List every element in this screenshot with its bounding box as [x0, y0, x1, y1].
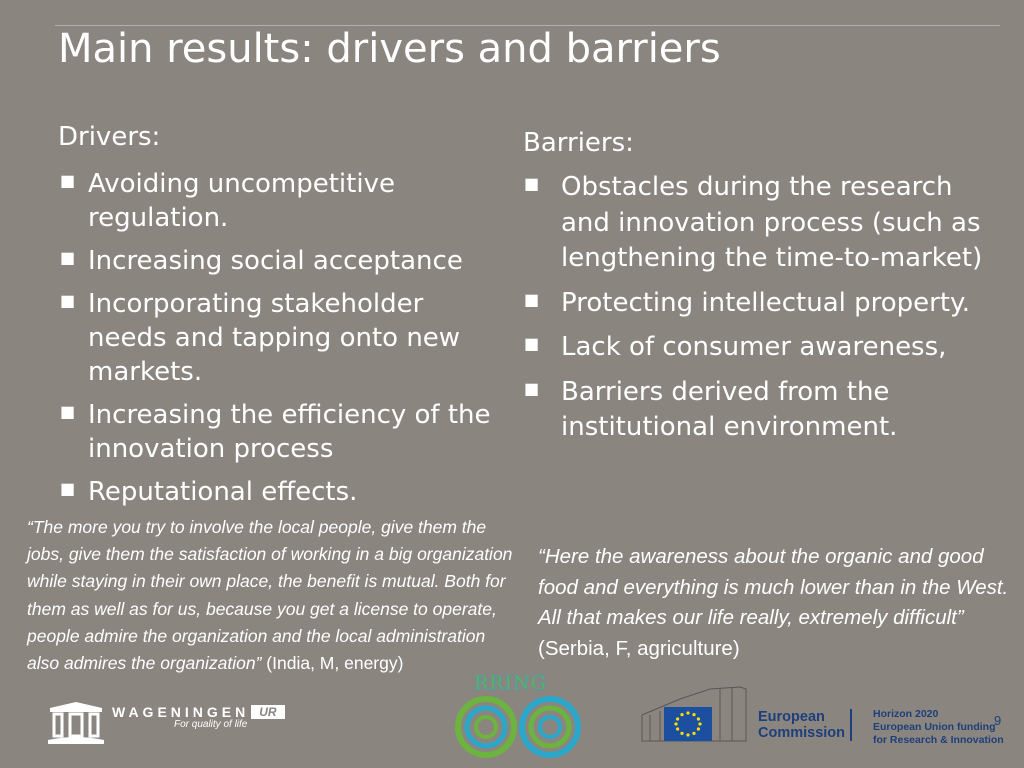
bullet-icon: ■ [60, 248, 76, 267]
wur-building-icon [46, 700, 106, 746]
horizon-2020-text: Horizon 2020 European Union funding for Research & Innovation [873, 708, 1004, 746]
bullet-icon: ■ [524, 174, 540, 193]
list-item: ■ Avoiding uncompetitive regulation. [60, 169, 395, 233]
drivers-quote-source: (India, M, energy) [261, 653, 404, 674]
bullet-icon: ■ [60, 402, 76, 421]
rring-swirl-icon [452, 696, 588, 758]
list-item: ■ Incorporating stakeholder needs and tapping onto new markets. [60, 289, 461, 387]
slide-title: Main results: drivers and barriers [58, 26, 721, 72]
bullet-icon: ■ [60, 171, 76, 190]
wur-logo [46, 700, 316, 748]
list-item: ■ Increasing the efficiency of the innovation process [60, 400, 491, 464]
bullet-icon: ■ [524, 334, 540, 353]
barriers-quote-text: Here the awareness about the organic and good food and everything is much lower than in the West. All that makes our life really, extremely difficult [538, 545, 1009, 629]
barriers-list [524, 170, 999, 455]
list-item: ■ Increasing social acceptance [60, 246, 463, 276]
ec-divider [850, 709, 852, 741]
bullet-icon: ■ [60, 291, 76, 310]
eu-flag-icon [664, 707, 712, 741]
bullet-icon: ■ [524, 378, 540, 398]
page-number: 9 [994, 713, 1002, 728]
european-commission-logo [640, 685, 856, 745]
list-item: ■ Obstacles during the research and innovation process (such as lengthening the time-to-market) [524, 172, 983, 273]
drivers-heading: Drivers: [58, 122, 161, 152]
wur-name: WAGENINGEN [112, 704, 250, 720]
bullet-icon: ■ [60, 479, 76, 498]
drivers-quote-text: The more you try to involve the local people, give them the jobs, give them the satisfaction of working in a big organization while staying in their own place, the benefit is mutual. Both for them as well as for us, because you get a license to operate, people admire the organization and the local administration also admires the organization [27, 517, 513, 674]
wur-ur: UR [251, 705, 284, 719]
drivers-quote: “The more you try to involve the local people, give them the jobs, give them the satisfaction of working in a big organization while staying in their own place, the benefit is mutual. Both for them as well as for us, because you get a license to operate, people admire the organization and the local administration also admires the organization” (India, M, energy) [27, 517, 513, 674]
ec-building-icon [640, 685, 748, 743]
drivers-list [60, 167, 505, 518]
rring-logo [452, 672, 592, 758]
barriers-quote-source: (Serbia, F, agriculture) [538, 636, 740, 660]
barriers-heading: Barriers: [523, 128, 634, 158]
rring-wordmark: RRING [474, 672, 547, 694]
list-item: ■ Protecting intellectual property. [524, 287, 970, 318]
barriers-quote: “Here the awareness about the organic and good food and everything is much lower than in the West. All that makes our life really, extremely difficult” (Serbia, F, agriculture) [538, 545, 1009, 660]
ec-wordmark: European Commission [758, 709, 846, 741]
list-item: ■ Barriers derived from the institutional environment. [524, 376, 898, 442]
list-item: ■ Reputational effects. [60, 477, 358, 507]
bullet-icon: ■ [524, 289, 540, 309]
wur-tagline: For quality of life [174, 719, 248, 730]
list-item: ■ Lack of consumer awareness, [524, 332, 947, 362]
